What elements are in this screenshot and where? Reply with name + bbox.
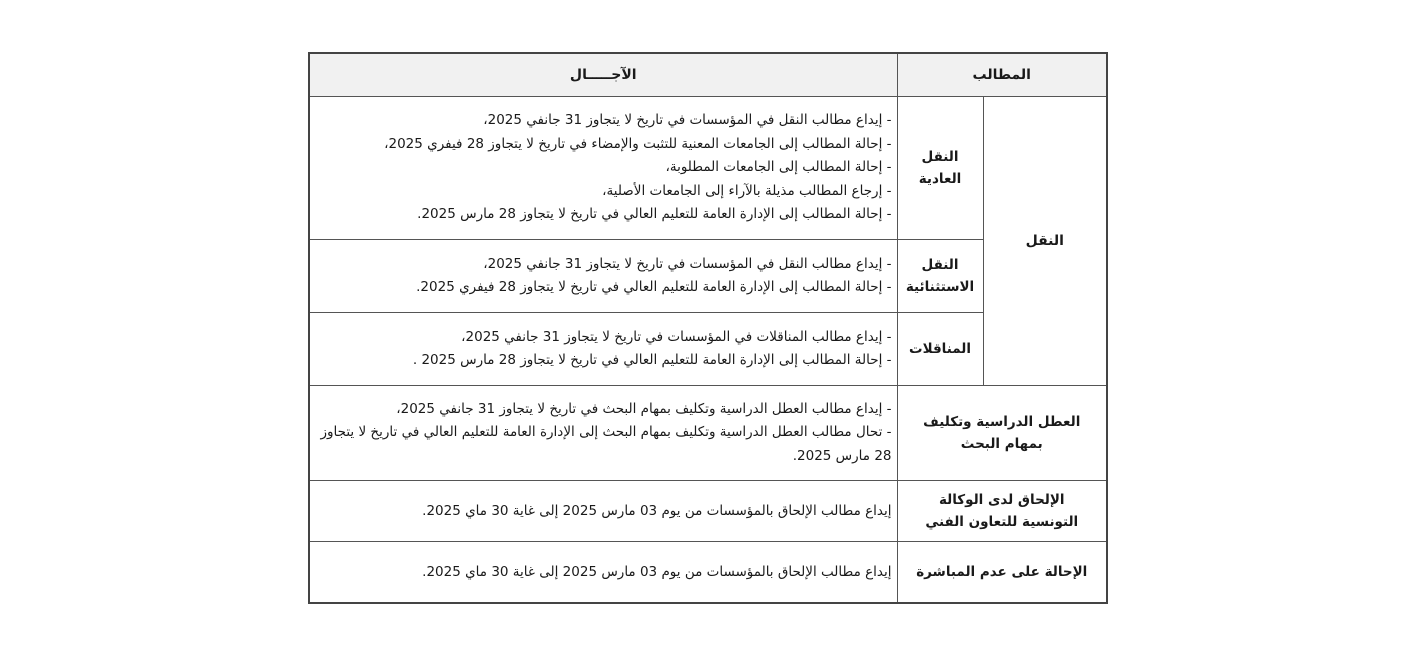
label-transfer-ordinary-line2: العادية <box>918 171 962 187</box>
deadlines-table <box>308 52 1108 604</box>
row-study-leave <box>309 386 1107 481</box>
deadlines-secondment: إيداع مطالب الإلحاق بالمؤسسات من يوم 03 مارس 2025 إلى غاية 30 ماي 2025. <box>309 481 897 542</box>
list-item: - إحالة المطالب إلى الجامعات المعنية للتثبت والإمضاء في تاريخ لا يتجاوز 28 فيفري 2025، <box>384 135 892 152</box>
deadlines-study-leave <box>309 386 897 481</box>
list-item: - إحالة المطالب إلى الإدارة العامة للتعليم العالي في تاريخ لا يتجاوز 28 فيفري 2025. <box>416 279 892 295</box>
list-item: - إيداع مطالب النقل في المؤسسات في تاريخ لا يتجاوز 31 جانفي 2025، <box>483 112 892 129</box>
label-secondment-line1: الإلحاق لدى الوكالة <box>938 492 1065 508</box>
list-item: - إيداع مطالب المناقلات في المؤسسات في تاريخ لا يتجاوز 31 جانفي 2025، <box>461 328 892 345</box>
list-item: - إحالة المطالب إلى الإدارة العامة للتعليم العالي في تاريخ لا يتجاوز 28 مارس 2025 . <box>412 352 892 368</box>
label-transfer: النقل <box>983 97 1107 386</box>
list-item: - إيداع مطالب النقل في المؤسسات في تاريخ لا يتجاوز 31 جانفي 2025، <box>483 255 892 272</box>
list-item: - إحالة المطالب إلى الجامعات المطلوبة، <box>665 159 892 176</box>
deadlines-transfer-ordinary <box>309 97 897 240</box>
label-study-leave-line1: العطل الدراسية وتكليف <box>923 414 1081 430</box>
label-secondment <box>897 481 1107 542</box>
label-transfer-exceptional-line2: الاستثنائية <box>905 279 975 295</box>
label-secondment-line2: التونسية للتعاون الفني <box>925 514 1079 530</box>
list-item: - تحال مطالب العطل الدراسية وتكليف بمهام البحث إلى الإدارة العامة للتعليم العالي في تاريخ لا يتجاوز 28 مارس 2025. <box>320 424 892 464</box>
label-transfer-exceptional-line1: النقل <box>921 257 959 273</box>
row-unpaid-leave <box>309 542 1107 604</box>
list-item: - إحالة المطالب إلى الإدارة العامة للتعليم العالي في تاريخ لا يتجاوز 28 مارس 2025. <box>417 206 892 223</box>
deadlines-unpaid-leave: إيداع مطالب الإلحاق بالمؤسسات من يوم 03 مارس 2025 إلى غاية 30 ماي 2025. <box>309 542 897 604</box>
header-demands: المطالب <box>897 53 1107 97</box>
label-unpaid-leave: الإحالة على عدم المباشرة <box>897 542 1107 604</box>
label-transfer-exceptional <box>897 240 983 313</box>
list-item: - إيداع مطالب العطل الدراسية وتكليف بمهام البحث في تاريخ لا يتجاوز 31 جانفي 2025، <box>396 400 892 417</box>
label-study-leave-line2: بمهام البحث <box>960 436 1043 452</box>
deadlines-transfer-exceptional <box>309 240 897 313</box>
header-deadlines: الآجـــــال <box>309 53 897 97</box>
label-transfer-ordinary <box>897 97 983 240</box>
header-row <box>309 53 1107 97</box>
list-item: - إرجاع المطالب مذيلة بالآراء إلى الجامعات الأصلية، <box>602 182 892 199</box>
label-transfer-ordinary-line1: النقل <box>921 149 959 165</box>
row-secondment <box>309 481 1107 542</box>
label-transfer-swaps: المناقلات <box>897 313 983 386</box>
row-transfer-ordinary <box>309 97 1107 240</box>
deadlines-transfer-swaps <box>309 313 897 386</box>
label-study-leave <box>897 386 1107 481</box>
